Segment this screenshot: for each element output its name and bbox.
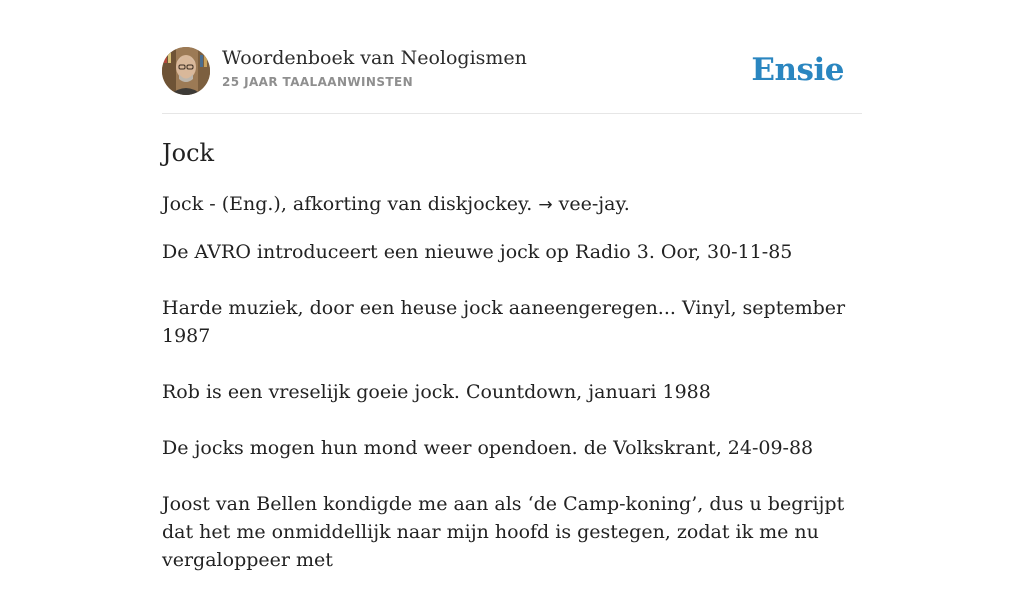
site-title[interactable]: Woordenboek van Neologismen [222,47,527,69]
citation-item: Joost van Bellen kondigde me aan als ‘de Camp-koning’, dus u begrijpt dat het me onmiddellijk naar mijn hoofd is gestegen, zodat ik me nu vergaloppeer met [162,493,845,571]
site-header [162,47,862,114]
ensie-logo-link[interactable]: Ensie [751,52,844,88]
entry-definition [162,191,630,218]
citation-item: De jocks mogen hun mond weer opendoen. de Volkskrant, 24-09-88 [162,437,814,459]
definition-text: Jock - (Eng.), afkorting van diskjockey. [162,193,533,215]
citation-item: De AVRO introduceert een nieuwe jock op Radio 3. Oor, 30-11-85 [162,241,793,263]
citation-item: Rob is een vreselijk goeie jock. Countdown, januari 1988 [162,381,711,403]
citation-list [162,238,862,602]
author-avatar[interactable] [162,47,210,95]
entry-title: Jock [162,139,215,167]
portrait-image [162,47,210,95]
site-subtitle: 25 JAAR TAALAANWINSTEN [222,75,414,89]
arrow-right-icon: → [538,195,553,215]
crossref-link-vee-jay[interactable]: vee-jay. [558,193,630,215]
citation-item: Harde muziek, door een heuse jock aaneengeregen... Vinyl, september 1987 [162,297,846,347]
